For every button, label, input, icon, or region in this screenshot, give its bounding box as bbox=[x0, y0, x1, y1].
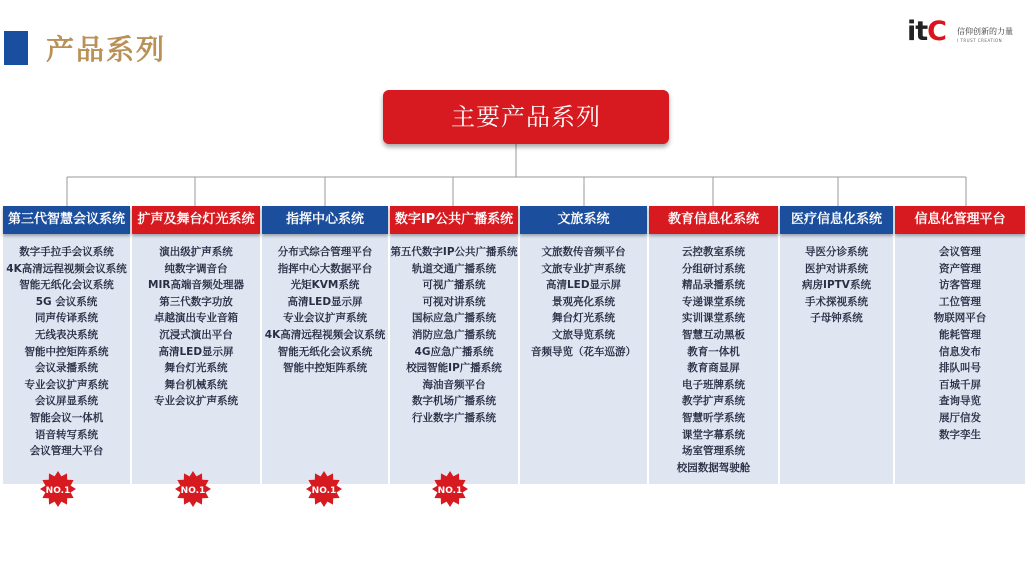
category-item: 智能无纸化会议系统 bbox=[19, 279, 114, 292]
category-item: 专业会议扩声系统 bbox=[283, 312, 367, 325]
category-title: 医疗信息化系统 bbox=[780, 206, 893, 234]
category-item-list bbox=[3, 244, 130, 460]
category-item: 云控教室系统 bbox=[682, 246, 745, 258]
category-item: 工位管理 bbox=[939, 295, 981, 308]
category-item: 校园智能IP广播系统 bbox=[406, 362, 502, 375]
category-item: 场室管理系统 bbox=[682, 445, 745, 458]
category-item: 行业数字广播系统 bbox=[412, 411, 496, 424]
no1-badge bbox=[39, 470, 77, 508]
category-item-list bbox=[390, 244, 518, 427]
category-column bbox=[3, 206, 130, 484]
category-item: 文旅数传音频平台 bbox=[541, 246, 626, 258]
category-item: 教育商显屏 bbox=[687, 362, 740, 375]
category-item: 可视对讲系统 bbox=[422, 295, 486, 308]
category-column bbox=[520, 206, 647, 484]
category-item-list bbox=[132, 244, 260, 410]
category-item: 智慧听学系统 bbox=[682, 411, 745, 424]
category-item: 高清LED显示屏 bbox=[545, 279, 622, 292]
category-item: 指挥中心大数据平台 bbox=[277, 262, 373, 275]
category-item: 手术探视系统 bbox=[805, 295, 868, 308]
badge-label: NO.1 bbox=[45, 486, 71, 496]
category-item: 数字手拉手会议系统 bbox=[19, 246, 114, 258]
category-title: 文旅系统 bbox=[520, 206, 647, 234]
category-item: 第五代数字IP公共广播系统 bbox=[390, 246, 518, 258]
category-item: 文旅导览系统 bbox=[552, 328, 615, 341]
category-item: 物联网平台 bbox=[933, 312, 987, 325]
category-item: 4K高清远程视频会议系统 bbox=[6, 262, 127, 275]
category-item: 会议屏显系统 bbox=[35, 395, 98, 408]
category-item: 排队叫号 bbox=[939, 362, 981, 375]
category-item: 数字孪生 bbox=[939, 428, 981, 441]
category-item: 展厅信发 bbox=[939, 411, 981, 424]
category-item: 导医分诊系统 bbox=[805, 246, 868, 258]
category-item: 数字机场广播系统 bbox=[412, 395, 496, 408]
category-item: 分布式综合管理平台 bbox=[277, 246, 373, 258]
category-item: 卓越演出专业音箱 bbox=[154, 312, 238, 325]
category-item: 查询导览 bbox=[939, 395, 981, 408]
category-title: 教育信息化系统 bbox=[649, 206, 778, 234]
logo-tagline: 信仰创新的力量 bbox=[957, 27, 1013, 36]
category-item: 国标应急广播系统 bbox=[412, 312, 496, 325]
category-item: 智能中控矩阵系统 bbox=[24, 345, 109, 358]
category-item: 沉浸式演出平台 bbox=[159, 328, 233, 341]
category-item: 智慧互动黑板 bbox=[682, 328, 745, 341]
category-column bbox=[780, 206, 893, 484]
badge-label: NO.1 bbox=[180, 486, 206, 496]
category-item: 访客管理 bbox=[939, 279, 981, 292]
category-item: 会议管理 bbox=[939, 246, 981, 258]
category-item: 语音转写系统 bbox=[35, 428, 98, 441]
no1-badge bbox=[174, 470, 212, 508]
no1-badge bbox=[431, 470, 469, 508]
page-title: 产品系列 bbox=[46, 33, 167, 66]
category-item: 专业会议扩声系统 bbox=[154, 395, 238, 408]
main-product-series-box: 主要产品系列 bbox=[383, 90, 669, 144]
category-item: 精品录播系统 bbox=[682, 279, 745, 292]
category-item: 教育一体机 bbox=[687, 345, 740, 358]
category-item: 能耗管理 bbox=[939, 328, 981, 341]
logo-mark: itC bbox=[907, 16, 946, 47]
category-item: 舞台机械系统 bbox=[164, 378, 228, 391]
category-item: 4K高清远程视频会议系统 bbox=[264, 328, 386, 341]
category-item-list bbox=[780, 244, 893, 327]
category-item: 课堂字幕系统 bbox=[682, 428, 745, 441]
category-item-list bbox=[520, 244, 647, 360]
category-item: 景观亮化系统 bbox=[552, 295, 615, 308]
category-item: 会议录播系统 bbox=[35, 362, 98, 375]
category-item: 智能中控矩阵系统 bbox=[283, 362, 367, 375]
category-item: 第三代数字功放 bbox=[159, 295, 233, 308]
category-item-list bbox=[895, 244, 1025, 443]
category-item: 4G应急广播系统 bbox=[414, 345, 494, 358]
category-title: 扩声及舞台灯光系统 bbox=[132, 206, 260, 234]
category-item-list bbox=[649, 244, 778, 476]
category-item: 智能会议一体机 bbox=[29, 411, 104, 424]
category-item: 电子班牌系统 bbox=[682, 378, 745, 391]
category-item: 轨道交通广播系统 bbox=[412, 262, 496, 275]
category-item: 5G 会议系统 bbox=[35, 295, 98, 308]
badge-label: NO.1 bbox=[437, 486, 463, 496]
category-item: 智能无纸化会议系统 bbox=[277, 345, 373, 358]
category-item: 专业会议扩声系统 bbox=[24, 378, 109, 391]
category-item: 纯数字调音台 bbox=[164, 262, 228, 275]
category-column bbox=[895, 206, 1025, 484]
category-title: 第三代智慧会议系统 bbox=[3, 206, 130, 234]
no1-badge bbox=[305, 470, 343, 508]
category-column bbox=[649, 206, 778, 484]
category-item: 高清LED显示屏 bbox=[158, 345, 234, 358]
category-column bbox=[262, 206, 388, 484]
category-item: 消防应急广播系统 bbox=[412, 328, 496, 341]
category-title: 信息化管理平台 bbox=[895, 206, 1025, 234]
category-item: 专递课堂系统 bbox=[682, 295, 745, 308]
category-item: 舞台灯光系统 bbox=[552, 312, 615, 325]
badge-label: NO.1 bbox=[311, 486, 337, 496]
category-item: 病房IPTV系统 bbox=[802, 279, 871, 292]
category-item: 音频导览（花车巡游） bbox=[531, 345, 636, 358]
category-item: 子母钟系统 bbox=[810, 312, 863, 325]
category-item: 会议管理大平台 bbox=[29, 445, 104, 458]
category-item: 可视广播系统 bbox=[422, 279, 486, 292]
category-title: 数字IP公共广播系统 bbox=[390, 206, 518, 234]
category-column bbox=[390, 206, 518, 484]
logo-subline: I TRUST CREATION bbox=[957, 38, 1003, 43]
category-item: 校园数据驾驶舱 bbox=[676, 461, 751, 474]
category-title: 指挥中心系统 bbox=[262, 206, 388, 234]
category-item: 分组研讨系统 bbox=[682, 262, 745, 275]
category-item: 演出级扩声系统 bbox=[159, 246, 233, 258]
category-item: 医护对讲系统 bbox=[805, 262, 868, 275]
category-item: 文旅专业扩声系统 bbox=[541, 262, 626, 275]
category-item: 光矩KVM系统 bbox=[290, 279, 360, 292]
category-item-list bbox=[262, 244, 388, 377]
category-item: 实训课堂系统 bbox=[682, 312, 745, 325]
category-item: 资产管理 bbox=[939, 262, 981, 275]
category-item: 海油音频平台 bbox=[422, 378, 486, 391]
category-item: 教学扩声系统 bbox=[682, 395, 745, 408]
category-item: 信息发布 bbox=[939, 345, 981, 358]
category-item: 高清LED显示屏 bbox=[287, 295, 363, 308]
category-item: 舞台灯光系统 bbox=[164, 362, 228, 375]
category-item: 百城千屏 bbox=[939, 378, 981, 391]
category-item: 无线表决系统 bbox=[35, 328, 98, 341]
category-column bbox=[132, 206, 260, 484]
category-item: MIR高端音频处理器 bbox=[148, 279, 244, 292]
category-item: 同声传译系统 bbox=[35, 312, 98, 325]
